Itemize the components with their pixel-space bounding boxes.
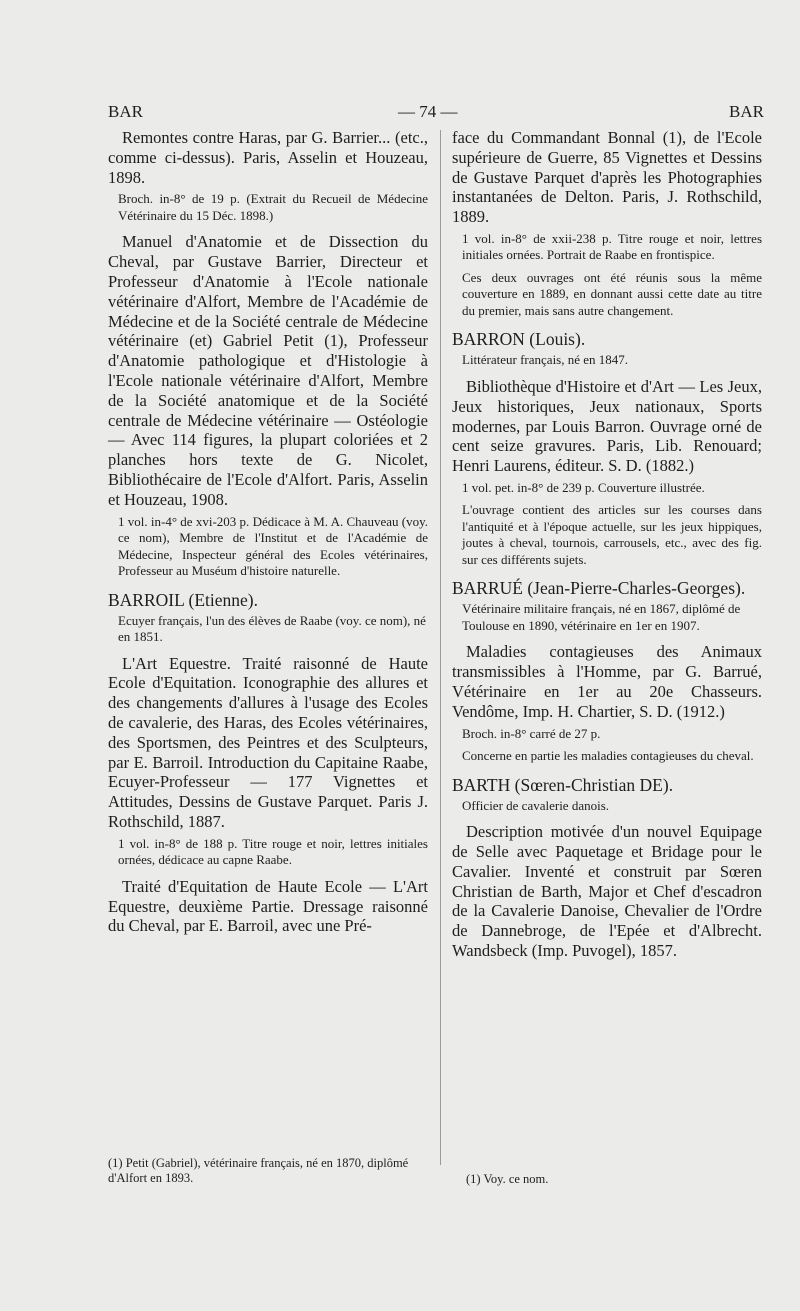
author-heading-barron: BARRON (Louis).: [452, 329, 586, 350]
entry-bibliotheque-note2: L'ouvrage contient des articles sur les courses dans l'antiquité et à l'époque actuelle, sur les jeux hippiques, joutes à cheval, tournois, carrousels, etc., avec des fig. sur ces différents sujets.: [462, 502, 762, 567]
entry-bibliotheque: Bibliothèque d'Histoire et d'Art — Les Jeux, Jeux historiques, Jeux nationaux, Sports modernes, par Louis Barron. Ouvrage orné de cent seize gravures. Paris, Lib. Renouard; Henri Laurens, éditeur. S. D. (1882.): [452, 376, 762, 476]
entry-remontes: Remontes contre Haras, par G. Barrier... (etc., comme ci-dessus). Paris, Asselin et Houzeau, 1898.: [108, 128, 428, 187]
entry-manuel-anatomie-note: 1 vol. in-4° de xvi-203 p. Dédicace à M. A. Chauveau (voy. ce nom), Membre de l'Institut et de l'Académie de Médecine, Inspecteur général des Ecoles vétérinaires, Professeur au Muséum d'histoire naturelle.: [118, 513, 428, 579]
entry-maladies: Maladies contagieuses des Animaux transmissibles à l'Homme, par G. Barrué, Vétérinaire en 1er au 20e Chasseurs. Vendôme, Imp. H. Chartier, S. D. (1912.): [452, 642, 762, 721]
running-head-right: BAR: [729, 102, 764, 121]
entry-art-equestre: L'Art Equestre. Traité raisonné de Haute Ecole d'Equitation. Iconographie des allures et des changements d'allures à l'usage des Ecoles de cavalerie, des Haras, des Ecoles vétérinaires, des Sportsmen, des Peintres et des Sculpteurs, par E. Barroil. Introduction du Capitaine Raabe, Ecuyer-Professeur — 177 Vignettes et Attitudes, Dessins de Gustave Parquet. Paris J. Rothschild, 1887.: [108, 653, 428, 831]
entry-traite-equitation-cont: face du Commandant Bonnal (1), de l'Ecole supérieure de Guerre, 85 Vignettes et Dessins de Gustave Parquet d'après les Photographies instantanées de Delton. Paris, J. Rothschild, 1889.: [452, 128, 762, 227]
entry-maladies-note: Broch. in-8° carré de 27 p.: [462, 725, 601, 741]
entry-traite-equitation-note2: Ces deux ouvrages ont été réunis sous la même couverture en 1889, en donnant aussi cette date au titre du premier, mais sans autre changement.: [462, 269, 762, 318]
right-column: [452, 128, 762, 965]
entry-remontes-note: Broch. in-8° de 19 p. (Extrait du Recueil de Médecine Vétérinaire du 15 Déc. 1898.): [118, 191, 428, 223]
author-bio-barth: Officier de cavalerie danois.: [462, 797, 610, 813]
entry-traite-equitation-note: 1 vol. in-8° de xxii-238 p. Titre rouge et noir, lettres initiales ornées. Portrait de Raabe en frontispice.: [462, 230, 762, 263]
entry-bibliotheque-note: 1 vol. pet. in-8° de 239 p. Couverture illustrée.: [462, 479, 705, 495]
entry-description-equipage: Description motivée d'un nouvel Equipage de Selle avec Paquetage et Bridage pour le Cavalier. Inventé et construit par Sœren Christian de Barth, Major et Chef d'escadron de la Cavalerie Danoise, Chevalier de l'Ordre de Dannebroge, de l'Epée et d'Albrecht. Wandsbeck (Imp. Puvogel), 1857.: [452, 822, 762, 960]
entry-maladies-note2: Concerne en partie les maladies contagieuses du cheval.: [462, 748, 754, 764]
page-number: — 74 —: [398, 102, 458, 121]
running-head-left: BAR: [108, 102, 143, 121]
author-heading-barroil: BARROIL (Etienne).: [108, 589, 259, 610]
footnote-left: (1) Petit (Gabriel), vétérinaire français, né en 1870, diplômé d'Alfort en 1893.: [108, 1156, 409, 1185]
author-bio-barrue: Vétérinaire militaire français, né en 1867, diplômé de Toulouse en 1890, vétérinaire en 1er en 1907.: [462, 601, 741, 633]
author-bio-barron: Littérateur français, né en 1847.: [462, 352, 629, 368]
author-bio-barroil: Ecuyer français, l'un des élèves de Raabe (voy. ce nom), né en 1851.: [118, 612, 426, 645]
entry-traite-equitation: Traité d'Equitation de Haute Ecole — L'Art Equestre, deuxième Partie. Dressage raisonné du Cheval, par E. Barroil, avec une Pré-: [108, 876, 428, 936]
column-divider: [440, 130, 441, 1165]
author-heading-barth: BARTH (Sœren-Christian DE).: [452, 774, 674, 795]
entry-manuel-anatomie: Manuel d'Anatomie et de Dissection du Cheval, par Gustave Barrier, Directeur et Professeur d'Anatomie à l'Ecole nationale vétérinaire d'Alfort, Membre de l'Académie de Médecine et de la Société centrale de Médecine vétérinaire (et) Gabriel Petit (1), Professeur d'Anatomie pathologique et d'Histologie à l'Ecole nationale vétérinaire d'Alfort, Membre de la Société anatomique et de la Société centrale de Médecine vétérinaire — Ostéologie — Avec 114 figures, la plupart coloriées et 2 planches hors texte de G. Nicolet, Bibliothécaire de l'Ecole d'Alfort. Paris, Asselin et Houzeau, 1908.: [108, 232, 428, 509]
footnote-right: (1) Voy. ce nom.: [466, 1172, 549, 1186]
entry-art-equestre-note: 1 vol. in-8° de 188 p. Titre rouge et noir, lettres initiales ornées, dédicace au capne Raabe.: [118, 835, 428, 868]
left-column: [108, 128, 428, 940]
author-heading-barrue: BARRUÉ (Jean-Pierre-Charles-Georges).: [452, 578, 746, 599]
